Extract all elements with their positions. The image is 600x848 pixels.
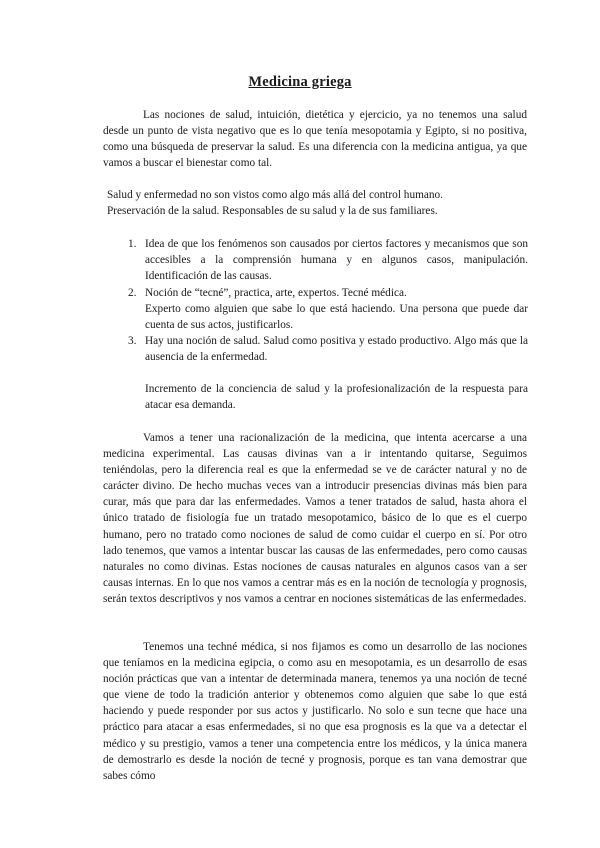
list-extra: Experto como alguien que sabe lo que está haciendo. Una persona que puede dar cuenta de sus actos, justificarlos.	[145, 303, 528, 332]
body-paragraph: Vamos a tener una racionalización de la medicina, que intenta acercarse a una medicina experimental. Las causas divinas van a ir intentando quitarse, Seguimos teniéndolas, pero la diferencia real es que la enfermedad se ve de carácter natural y no de carácter divino. De hecho muchas veces van a introducir presencias divinas más bien para curar, más que para dar las enfermedades. Vamos a tener tratados de salud, hasta ahora el único tratado de fisiología fue un tratado mesopotamico, básico de lo que es el cuerpo humano, pero no tratado como nociones de salud de como cuidar el cuerpo en sí. Por otro lado tenemos, que vamos a intentar buscar las causas de las enfermedades, pero como causas naturales no como divinas. Estas nociones de causas naturales en algunos casos van a ser causas internas. En lo que nos vamos a centrar más es en la noción de tecnología y prognosis, serán textos descriptivos y nos vamos a centrar en nociones sistemáticas de las enfermedades.	[103, 432, 527, 605]
list-text: Idea de que los fenómenos son causados por ciertos factores y mecanismos que son accesibles a la comprensión humana y en algunos casos, manipulación. Identificación de las causas.	[145, 238, 528, 283]
intro-paragraph: Las nociones de salud, intuición, dietética y ejercicio, ya no tenemos una salud desde un punto de vista negativo que es lo que tenía mesopotamia y Egipto, si no positiva, como una búsqueda de preservar la salud. Es una diferencia con la medicina antigua, ya que vamos a buscar el bienestar como tal.	[103, 109, 527, 170]
statement-line: Salud y enfermedad no son vistos como algo más allá del control humano.	[107, 189, 444, 201]
body-paragraph: Tenemos una techné médica, si nos fijamos es como un desarrollo de las nociones que teníamos en la medicina egipcia, o como asu en mesopotamia, es un desarrollo de esas noción prácticas que van a intentar de determinada manera, tenemos ya una noción de tecné que viene de todo la tradición anterior y obtenemos como alguien que sabe lo que está haciendo y puede responder por sus actos y justificarlo. No solo e sun tecne que hace una práctico para atacar a esas enfermedades, si no que esa prognosis es la que va a detectar el médico y su prestigio, vamos a tener una competencia entre los médicos, y la única manera de demostrarlo es desde la noción de tecné y prognosis, porque es tan vana demostrar que sabes cómo	[103, 641, 527, 782]
list-text: Hay una noción de salud. Salud como positiva y estado productivo. Algo más que la ausencia de la enfermedad.	[145, 335, 528, 364]
list-note: Incremento de la conciencia de salud y la profesionalización de la respuesta para atacar esa demanda.	[145, 383, 528, 412]
list-number: 2.	[128, 287, 137, 299]
page-title: Medicina griega	[248, 74, 352, 90]
list-number: 1.	[128, 238, 137, 250]
statement-line: Preservación de la salud. Responsables de su salud y la de sus familiares.	[107, 205, 438, 217]
list-number: 3.	[128, 335, 137, 347]
list-text: Noción de “tecné”, practica, arte, expertos. Tecné médica.	[145, 287, 407, 299]
